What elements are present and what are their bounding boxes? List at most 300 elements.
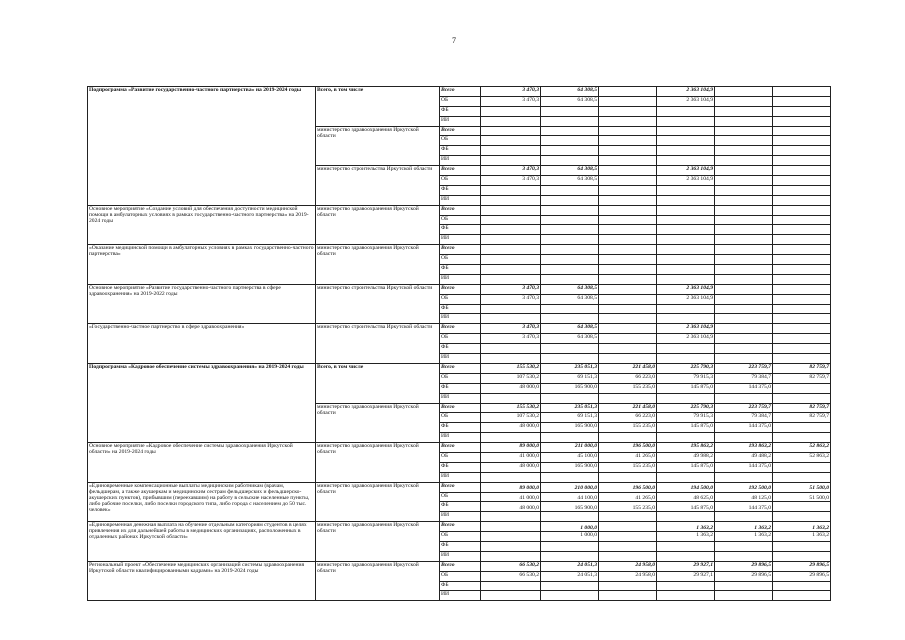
- value-cell: [773, 185, 831, 195]
- responsible-executor-cell: министерство здравоохранения Иркутской области: [316, 245, 440, 285]
- value-cell: [599, 215, 657, 225]
- value-cell: [599, 522, 657, 532]
- value-cell: [715, 284, 773, 294]
- responsible-executor-cell: министерство строительства Иркутской области: [316, 166, 440, 206]
- value-cell: [481, 472, 541, 482]
- value-cell: [481, 265, 541, 275]
- value-cell: [657, 541, 715, 551]
- value-cell: [657, 472, 715, 482]
- value-cell: [715, 393, 773, 403]
- value-cell: 155 530,2: [481, 403, 541, 413]
- value-cell: 64 308,5: [541, 324, 599, 334]
- value-cell: 24 958,0: [599, 571, 657, 581]
- value-cell: 3 470,3: [481, 166, 541, 176]
- value-cell: [715, 304, 773, 314]
- value-cell: [715, 334, 773, 344]
- value-cell: [599, 255, 657, 265]
- value-cell: [599, 433, 657, 443]
- value-cell: 165 900,0: [541, 462, 599, 472]
- value-cell: [541, 255, 599, 265]
- value-cell: [657, 265, 715, 275]
- value-cell: [773, 383, 831, 393]
- value-cell: 64 308,5: [541, 334, 599, 344]
- value-cell: 155 530,2: [481, 363, 541, 373]
- value-cell: [599, 195, 657, 205]
- value-cell: 1 363,2: [657, 532, 715, 542]
- value-cell: 1 363,2: [773, 522, 831, 532]
- value-cell: [481, 581, 541, 591]
- value-cell: [773, 304, 831, 314]
- value-cell: [599, 116, 657, 126]
- value-cell: 79 915,3: [657, 373, 715, 383]
- value-cell: 155 235,0: [599, 423, 657, 433]
- funding-source-cell: Всего: [440, 126, 481, 136]
- value-cell: 1 363,2: [773, 532, 831, 542]
- value-cell: [541, 354, 599, 364]
- value-cell: [481, 156, 541, 166]
- value-cell: [657, 591, 715, 601]
- value-cell: 107 530,2: [481, 413, 541, 423]
- value-cell: 41 000,0: [481, 452, 541, 462]
- program-name-cell: «Единовременные компенсационные выплаты медицинским работникам (врачам, фельдшерам, а также акушеркам и медицинским сестрам фельдшерских и фельдшерско-акушерских пунктов), прибывшим (переехавшим) на работу в сельские населенные пункты, либо рабочие поселки, либо поселки городского типа, либо города с населением до 50 тыс. человек»: [88, 482, 316, 522]
- value-cell: 79 384,7: [715, 373, 773, 383]
- value-cell: [599, 532, 657, 542]
- funding-source-cell: ФБ: [440, 462, 481, 472]
- funding-source-cell: Всего: [440, 205, 481, 215]
- value-cell: [715, 512, 773, 522]
- value-cell: 3 470,3: [481, 324, 541, 334]
- value-cell: [773, 245, 831, 255]
- value-cell: 82 759,7: [773, 363, 831, 373]
- value-cell: 66 530,2: [481, 561, 541, 571]
- table-row: [88, 205, 831, 215]
- value-cell: [773, 294, 831, 304]
- value-cell: [715, 215, 773, 225]
- value-cell: 194 500,0: [657, 482, 715, 492]
- value-cell: [481, 512, 541, 522]
- value-cell: [599, 472, 657, 482]
- value-cell: [541, 314, 599, 324]
- funding-source-cell: ОБ: [440, 452, 481, 462]
- value-cell: [657, 225, 715, 235]
- program-name-cell: Подпрограмма «Развитие государственно-частного партнерства» на 2019-2024 годы: [88, 87, 316, 206]
- value-cell: 221 458,0: [599, 363, 657, 373]
- value-cell: [599, 324, 657, 334]
- value-cell: [773, 274, 831, 284]
- value-cell: 2 363 104,9: [657, 166, 715, 176]
- responsible-executor-cell: министерство здравоохранения Иркутской области: [316, 126, 440, 166]
- value-cell: [715, 156, 773, 166]
- table-row: [88, 245, 831, 255]
- value-cell: [715, 324, 773, 334]
- funding-source-cell: Всего: [440, 561, 481, 571]
- value-cell: [657, 344, 715, 354]
- value-cell: [599, 156, 657, 166]
- value-cell: 235 051,3: [541, 403, 599, 413]
- responsible-executor-cell: министерство здравоохранения Иркутской области: [316, 522, 440, 562]
- value-cell: 144 375,0: [715, 502, 773, 512]
- value-cell: 64 308,5: [541, 87, 599, 97]
- value-cell: [657, 205, 715, 215]
- value-cell: [715, 176, 773, 186]
- funding-source-cell: ОБ: [440, 294, 481, 304]
- value-cell: 69 151,3: [541, 413, 599, 423]
- funding-source-cell: ФБ: [440, 383, 481, 393]
- value-cell: [541, 512, 599, 522]
- funding-source-cell: ОБ: [440, 136, 481, 146]
- value-cell: [657, 136, 715, 146]
- value-cell: [657, 146, 715, 156]
- program-name-cell: Подпрограмма «Кадровое обеспечение системы здравоохранения» на 2019-2024 годы: [88, 363, 316, 442]
- value-cell: [715, 166, 773, 176]
- value-cell: 51 500,0: [773, 482, 831, 492]
- funding-source-cell: ФБ: [440, 502, 481, 512]
- value-cell: 165 900,0: [541, 383, 599, 393]
- funding-source-cell: ИИ: [440, 591, 481, 601]
- value-cell: [541, 393, 599, 403]
- value-cell: [715, 265, 773, 275]
- funding-source-cell: ФБ: [440, 146, 481, 156]
- program-name-cell: Основное мероприятие «Развитие государственно-частного партнерства в сфере здравоохранения» на 2019-2022 годы: [88, 284, 316, 324]
- funding-source-cell: ОБ: [440, 373, 481, 383]
- value-cell: [773, 255, 831, 265]
- value-cell: [599, 87, 657, 97]
- table-row: [88, 443, 831, 453]
- value-cell: [715, 235, 773, 245]
- value-cell: 3 470,3: [481, 334, 541, 344]
- value-cell: [715, 255, 773, 265]
- value-cell: 29 896,5: [773, 571, 831, 581]
- value-cell: [481, 225, 541, 235]
- value-cell: 52 863,2: [773, 452, 831, 462]
- value-cell: 145 875,0: [657, 423, 715, 433]
- funding-source-cell: Всего: [440, 245, 481, 255]
- value-cell: 79 915,3: [657, 413, 715, 423]
- value-cell: 1 000,0: [541, 522, 599, 532]
- value-cell: [657, 185, 715, 195]
- value-cell: 29 896,5: [715, 571, 773, 581]
- funding-source-cell: ИИ: [440, 235, 481, 245]
- value-cell: 145 875,0: [657, 462, 715, 472]
- value-cell: [599, 274, 657, 284]
- value-cell: [481, 344, 541, 354]
- value-cell: 48 125,0: [715, 492, 773, 502]
- value-cell: [541, 215, 599, 225]
- program-name-cell: Региональный проект «Обеспечение медицинских организаций системы здравоохранения Иркутской области квалифицированными кадрами» на 2019-2024 годы: [88, 561, 316, 601]
- value-cell: [541, 541, 599, 551]
- funding-source-cell: Всего: [440, 87, 481, 97]
- value-cell: 29 896,5: [715, 561, 773, 571]
- value-cell: [773, 176, 831, 186]
- value-cell: [715, 294, 773, 304]
- value-cell: 145 875,0: [657, 502, 715, 512]
- value-cell: 51 500,0: [773, 492, 831, 502]
- value-cell: 210 000,0: [541, 482, 599, 492]
- value-cell: [657, 393, 715, 403]
- table-row: [88, 363, 831, 373]
- value-cell: 89 000,0: [481, 482, 541, 492]
- value-cell: 69 151,3: [541, 373, 599, 383]
- value-cell: [481, 106, 541, 116]
- funding-source-cell: ИИ: [440, 433, 481, 443]
- table-row: [88, 87, 831, 97]
- value-cell: 1 363,2: [715, 532, 773, 542]
- value-cell: [773, 433, 831, 443]
- value-cell: [773, 334, 831, 344]
- funding-source-cell: ИИ: [440, 472, 481, 482]
- value-cell: [541, 156, 599, 166]
- value-cell: 196 500,0: [599, 443, 657, 453]
- value-cell: [541, 245, 599, 255]
- funding-source-cell: ИИ: [440, 274, 481, 284]
- value-cell: [541, 274, 599, 284]
- table-row: [88, 284, 831, 294]
- value-cell: [773, 472, 831, 482]
- value-cell: 2 363 104,9: [657, 87, 715, 97]
- value-cell: [773, 462, 831, 472]
- value-cell: [599, 344, 657, 354]
- funding-source-cell: ОБ: [440, 492, 481, 502]
- value-cell: [773, 393, 831, 403]
- value-cell: 2 363 104,9: [657, 294, 715, 304]
- funding-source-cell: Всего: [440, 403, 481, 413]
- value-cell: 82 759,7: [773, 373, 831, 383]
- value-cell: 52 863,2: [773, 443, 831, 453]
- value-cell: 24 051,3: [541, 571, 599, 581]
- value-cell: [599, 393, 657, 403]
- value-cell: [657, 116, 715, 126]
- value-cell: [541, 146, 599, 156]
- value-cell: [541, 433, 599, 443]
- value-cell: [541, 195, 599, 205]
- value-cell: [481, 314, 541, 324]
- value-cell: 192 500,0: [715, 482, 773, 492]
- value-cell: [599, 225, 657, 235]
- funding-source-cell: ИИ: [440, 393, 481, 403]
- value-cell: [481, 255, 541, 265]
- value-cell: [599, 96, 657, 106]
- value-cell: [773, 591, 831, 601]
- responsible-executor-cell: министерство строительства Иркутской области: [316, 324, 440, 364]
- value-cell: [599, 245, 657, 255]
- value-cell: [599, 136, 657, 146]
- value-cell: 3 470,3: [481, 96, 541, 106]
- value-cell: [599, 235, 657, 245]
- value-cell: 3 470,3: [481, 87, 541, 97]
- value-cell: 144 375,0: [715, 462, 773, 472]
- value-cell: [773, 235, 831, 245]
- value-cell: [773, 551, 831, 561]
- value-cell: [773, 502, 831, 512]
- funding-source-cell: ОБ: [440, 571, 481, 581]
- value-cell: [715, 581, 773, 591]
- value-cell: [541, 106, 599, 116]
- funding-source-cell: ОБ: [440, 334, 481, 344]
- value-cell: [773, 354, 831, 364]
- value-cell: [657, 126, 715, 136]
- value-cell: 3 470,3: [481, 176, 541, 186]
- value-cell: [599, 265, 657, 275]
- value-cell: [599, 591, 657, 601]
- value-cell: [773, 87, 831, 97]
- value-cell: [481, 433, 541, 443]
- value-cell: 41 265,0: [599, 452, 657, 462]
- value-cell: [541, 472, 599, 482]
- value-cell: 1 363,2: [715, 522, 773, 532]
- value-cell: [773, 314, 831, 324]
- value-cell: [715, 96, 773, 106]
- value-cell: [599, 304, 657, 314]
- value-cell: [773, 146, 831, 156]
- value-cell: 2 363 104,9: [657, 176, 715, 186]
- responsible-executor-cell: министерство строительства Иркутской области: [316, 284, 440, 324]
- value-cell: [715, 225, 773, 235]
- value-cell: 223 759,7: [715, 363, 773, 373]
- value-cell: [599, 284, 657, 294]
- value-cell: [481, 146, 541, 156]
- value-cell: [773, 166, 831, 176]
- value-cell: [773, 215, 831, 225]
- table-row: [88, 324, 831, 334]
- value-cell: [657, 304, 715, 314]
- program-name-cell: Основное мероприятие «Кадровое обеспечение системы здравоохранения Иркутской области» на 2019-2024 годы: [88, 443, 316, 483]
- value-cell: [657, 106, 715, 116]
- value-cell: [715, 195, 773, 205]
- value-cell: 193 863,2: [715, 443, 773, 453]
- value-cell: [657, 354, 715, 364]
- value-cell: 29 927,1: [657, 561, 715, 571]
- funding-source-cell: ФБ: [440, 304, 481, 314]
- value-cell: 2 363 104,9: [657, 96, 715, 106]
- value-cell: [715, 126, 773, 136]
- funding-source-cell: ФБ: [440, 185, 481, 195]
- value-cell: [773, 225, 831, 235]
- value-cell: [481, 185, 541, 195]
- funding-source-cell: ОБ: [440, 96, 481, 106]
- budget-table-body: [88, 87, 831, 601]
- value-cell: 24 958,0: [599, 561, 657, 571]
- value-cell: [773, 195, 831, 205]
- value-cell: 45 100,0: [541, 452, 599, 462]
- value-cell: [715, 591, 773, 601]
- funding-source-cell: ОБ: [440, 215, 481, 225]
- program-name-cell: «Оказание медицинской помощи в амбулаторных условиях в рамках государственно-частного партнерства»: [88, 245, 316, 285]
- value-cell: [481, 235, 541, 245]
- value-cell: 2 363 104,9: [657, 284, 715, 294]
- funding-source-cell: Всего: [440, 482, 481, 492]
- value-cell: [715, 87, 773, 97]
- value-cell: 82 759,7: [773, 413, 831, 423]
- value-cell: [773, 116, 831, 126]
- value-cell: 64 308,5: [541, 96, 599, 106]
- value-cell: 49 488,2: [715, 452, 773, 462]
- value-cell: 82 759,7: [773, 403, 831, 413]
- funding-source-cell: ФБ: [440, 423, 481, 433]
- value-cell: [657, 235, 715, 245]
- value-cell: [541, 185, 599, 195]
- responsible-executor-cell: Всего, в том числе: [316, 87, 440, 127]
- value-cell: 155 235,0: [599, 462, 657, 472]
- value-cell: [773, 136, 831, 146]
- value-cell: 79 384,7: [715, 413, 773, 423]
- value-cell: [657, 581, 715, 591]
- value-cell: [599, 205, 657, 215]
- responsible-executor-cell: министерство здравоохранения Иркутской области: [316, 482, 440, 522]
- value-cell: 107 530,2: [481, 373, 541, 383]
- value-cell: 64 308,5: [541, 294, 599, 304]
- value-cell: 211 000,0: [541, 443, 599, 453]
- value-cell: [541, 205, 599, 215]
- value-cell: 64 308,5: [541, 166, 599, 176]
- value-cell: [715, 116, 773, 126]
- funding-source-cell: ИИ: [440, 195, 481, 205]
- value-cell: [657, 245, 715, 255]
- value-cell: [541, 344, 599, 354]
- value-cell: [599, 512, 657, 522]
- value-cell: [541, 126, 599, 136]
- value-cell: 1 000,0: [541, 532, 599, 542]
- value-cell: [599, 126, 657, 136]
- value-cell: 223 759,7: [715, 403, 773, 413]
- value-cell: 66 223,0: [599, 413, 657, 423]
- responsible-executor-cell: Всего, в том числе: [316, 363, 440, 403]
- funding-source-cell: ИИ: [440, 314, 481, 324]
- value-cell: [773, 156, 831, 166]
- value-cell: 48 000,0: [481, 502, 541, 512]
- value-cell: [715, 274, 773, 284]
- value-cell: [773, 541, 831, 551]
- value-cell: [481, 205, 541, 215]
- value-cell: [657, 433, 715, 443]
- value-cell: [773, 512, 831, 522]
- value-cell: [715, 245, 773, 255]
- value-cell: [481, 116, 541, 126]
- value-cell: 155 235,0: [599, 383, 657, 393]
- value-cell: [599, 354, 657, 364]
- value-cell: [715, 146, 773, 156]
- value-cell: [599, 166, 657, 176]
- value-cell: [599, 541, 657, 551]
- value-cell: 66 530,2: [481, 571, 541, 581]
- value-cell: 89 000,0: [481, 443, 541, 453]
- value-cell: [481, 591, 541, 601]
- budget-table: [87, 86, 831, 601]
- value-cell: [715, 551, 773, 561]
- value-cell: 24 051,3: [541, 561, 599, 571]
- value-cell: [481, 551, 541, 561]
- value-cell: [481, 126, 541, 136]
- value-cell: [541, 265, 599, 275]
- value-cell: [541, 581, 599, 591]
- value-cell: 44 100,0: [541, 492, 599, 502]
- table-row: [88, 522, 831, 532]
- value-cell: [657, 274, 715, 284]
- value-cell: [599, 314, 657, 324]
- value-cell: [715, 344, 773, 354]
- responsible-executor-cell: министерство здравоохранения Иркутской области: [316, 205, 440, 245]
- value-cell: [541, 551, 599, 561]
- value-cell: 29 927,1: [657, 571, 715, 581]
- page-number: 7: [452, 36, 456, 45]
- responsible-executor-cell: министерство здравоохранения Иркутской области: [316, 561, 440, 601]
- value-cell: [481, 354, 541, 364]
- value-cell: [599, 581, 657, 591]
- value-cell: 3 470,3: [481, 284, 541, 294]
- funding-source-cell: ОБ: [440, 176, 481, 186]
- value-cell: [715, 106, 773, 116]
- value-cell: [541, 591, 599, 601]
- program-name-cell: «Государственно-частное партнерство в сфере здравоохранения»: [88, 324, 316, 364]
